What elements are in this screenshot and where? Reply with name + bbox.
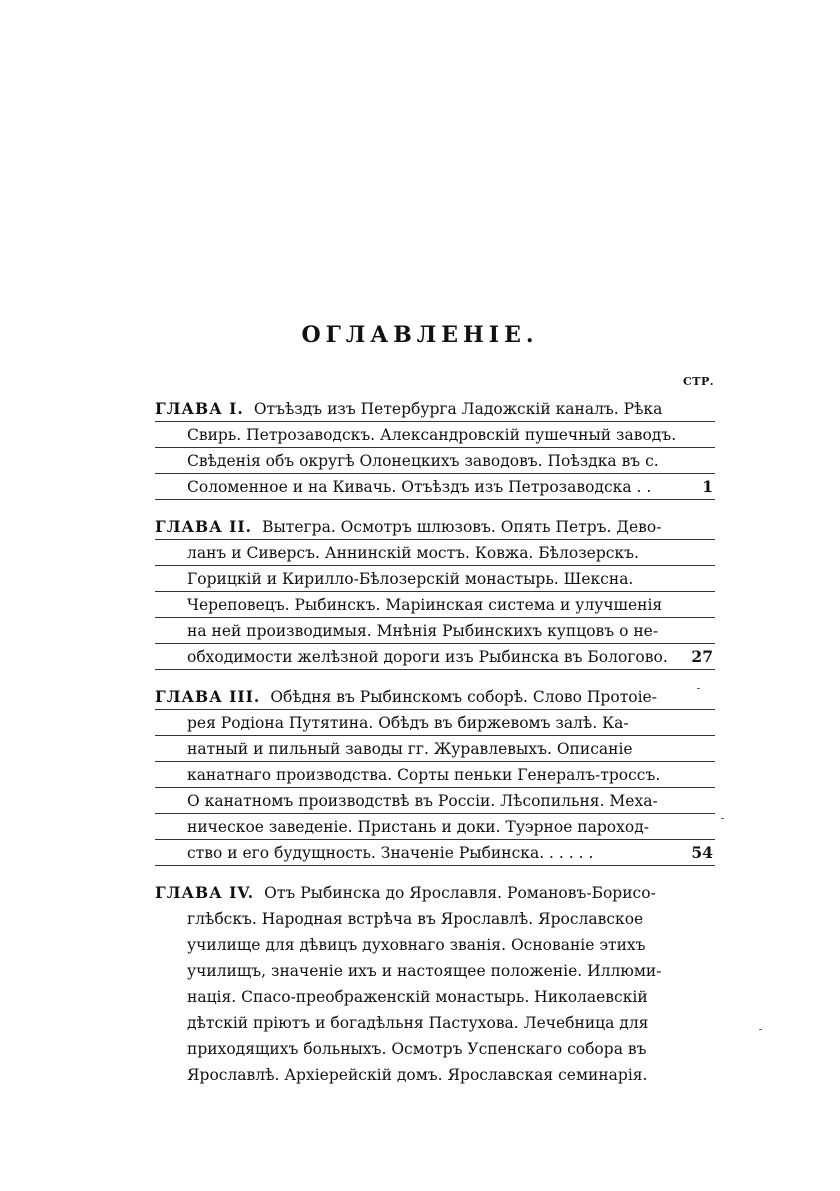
toc-line: глѣбскъ. Народная встрѣча въ Ярославлѣ. Ярославское bbox=[187, 910, 644, 928]
toc-line: рея Родіона Путятина. Обѣдъ въ биржевомъ залѣ. Ка- bbox=[155, 710, 715, 736]
chapter-1-entry bbox=[155, 396, 715, 500]
toc-line: ланъ и Сиверсъ. Аннинскій мостъ. Ковжа. Бѣлозерскъ. bbox=[155, 540, 715, 566]
scan-speck bbox=[721, 818, 724, 819]
chapter-label: ГЛАВА III. bbox=[155, 687, 261, 706]
toc-line: ГЛАВА IV. Отъ Рыбинска до Ярославля. Романовъ-Борисо- bbox=[155, 883, 656, 902]
chapter-label: ГЛАВА I. bbox=[155, 399, 244, 418]
toc-line: Череповецъ. Рыбинскъ. Маріинская система и улучшенія bbox=[155, 592, 715, 618]
toc-line: О канатномъ производствѣ въ Россіи. Лѣсопильня. Меха- bbox=[155, 788, 715, 814]
toc-line: Свѣденія объ округѣ Олонецкихъ заводовъ. Поѣздка въ с. bbox=[155, 448, 715, 474]
chapter-4-entry bbox=[155, 880, 715, 1088]
toc-line: приходящихъ больныхъ. Осмотръ Успенскаго собора въ bbox=[187, 1040, 647, 1058]
scan-speck bbox=[759, 1029, 762, 1030]
toc-line: Соломенное и на Кивачь. Отъѣздъ изъ Петрозаводска . . 1 bbox=[155, 474, 715, 500]
scan-speck bbox=[697, 688, 700, 689]
toc-line: ГЛАВА II. Вытегра. Осмотръ шлюзовъ. Опять Петръ. Дево- bbox=[155, 514, 715, 540]
toc-line: обходимости желѣзной дороги изъ Рыбинска въ Бологово. 27 bbox=[155, 644, 715, 670]
page-title: ОГЛАВЛЕНІЕ. bbox=[301, 322, 539, 348]
toc-line: Свирь. Петрозаводскъ. Александровскій пушечный заводъ. bbox=[155, 422, 715, 448]
page-number: 27 bbox=[691, 647, 713, 666]
toc-line: канатнаго производства. Сорты пеньки Генералъ-троссъ. bbox=[155, 762, 715, 788]
page-number: 1 bbox=[702, 477, 713, 496]
chapter-label: ГЛАВА II. bbox=[155, 517, 253, 536]
toc-line: ническое заведеніе. Пристань и доки. Туэрное пароход- bbox=[155, 814, 715, 840]
chapter-3-entry bbox=[155, 684, 715, 866]
page-column-label: СТР. bbox=[683, 375, 715, 388]
toc-line: училище для дѣвицъ духовнаго званія. Основаніе этихъ bbox=[187, 936, 646, 954]
toc-line: натный и пильный заводы гг. Журавлевыхъ. Описаніе bbox=[155, 736, 715, 762]
chapter-label: ГЛАВА IV. bbox=[155, 883, 255, 902]
chapter-2-entry bbox=[155, 514, 715, 670]
toc-line: дѣтскій пріютъ и богадѣльня Пастухова. Лечебница для bbox=[187, 1014, 649, 1032]
page-number: 54 bbox=[691, 843, 713, 862]
toc-line: нація. Спасо-преображенскій монастырь. Николаевскій bbox=[187, 988, 648, 1006]
toc-line: Горицкій и Кирилло-Бѣлозерскій монастырь. Шексна. bbox=[155, 566, 715, 592]
toc-line: Ярославлѣ. Архіерейскій домъ. Ярославская семинарія. bbox=[187, 1066, 648, 1084]
toc-line: ГЛАВА I. Отъѣздъ изъ Петербурга Ладожскій каналъ. Рѣка bbox=[155, 396, 715, 422]
toc-line: ГЛАВА III. Обѣдня въ Рыбинскомъ соборѣ. Слово Протоіе- bbox=[155, 684, 715, 710]
toc-line: ство и его будущность. Значеніе Рыбинска. . . . . . 54 bbox=[155, 840, 715, 866]
toc-line: училищъ, значеніе ихъ и настоящее положеніе. Иллюми- bbox=[187, 962, 662, 980]
toc-line: на ней производимыя. Мнѣнія Рыбинскихъ купцовъ о не- bbox=[155, 618, 715, 644]
